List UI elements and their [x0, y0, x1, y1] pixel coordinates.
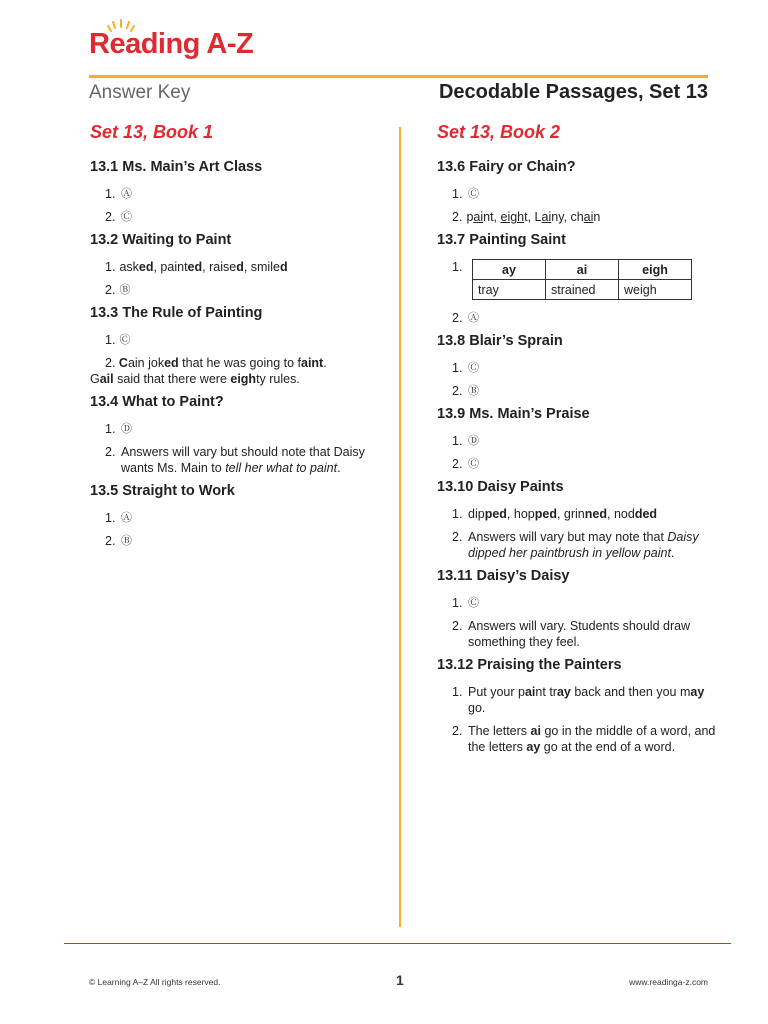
- answer-choice: Ⓐ: [121, 512, 132, 524]
- answer-number: 1.: [105, 260, 116, 274]
- book-title: Set 13, Book 2: [437, 122, 561, 142]
- answer-choice: Ⓒ: [468, 597, 479, 609]
- answer-number: 1.: [452, 434, 463, 448]
- answer-item: [452, 506, 727, 522]
- table-header-ai: ai: [546, 260, 619, 280]
- answer-number: 1.: [105, 187, 116, 201]
- section-13-8: [437, 333, 727, 399]
- answer-text: The letters ai go in the middle of a word, and the letters ay go at the end of a word.: [468, 724, 716, 754]
- section-13-11: [437, 568, 727, 650]
- answer-item: [452, 259, 727, 300]
- answer-item: [452, 433, 727, 449]
- answer-number: 2.: [452, 384, 463, 398]
- answer-choice: Ⓑ: [468, 385, 479, 397]
- section-title: 13.6 Fairy or Chain?: [437, 159, 576, 175]
- answer-item: [452, 209, 727, 225]
- answer-choice: Ⓐ: [468, 312, 479, 324]
- answer-number: 2.: [452, 724, 463, 738]
- website-url: www.readinga-z.com: [629, 977, 708, 987]
- answer-item: [452, 618, 727, 650]
- answer-item: [105, 533, 380, 549]
- answer-number: 1.: [105, 511, 116, 525]
- table-cell: strained: [546, 280, 619, 300]
- answer-number: 1.: [452, 187, 463, 201]
- section-title: 13.4 What to Paint?: [90, 394, 224, 410]
- answer-number: 1.: [452, 507, 463, 521]
- book-title: Set 13, Book 1: [90, 122, 214, 142]
- section-13-10: [437, 479, 727, 561]
- section-title: 13.7 Painting Saint: [437, 232, 566, 248]
- answer-item: [452, 186, 727, 202]
- section-13-7: [437, 232, 727, 326]
- section-13-1: [90, 159, 380, 225]
- answer-number: 2.: [452, 311, 463, 325]
- brand-logo: [89, 28, 253, 61]
- footer-rule: [64, 943, 731, 944]
- section-title: 13.3 The Rule of Painting: [90, 305, 263, 321]
- answer-number: 2.: [452, 210, 463, 224]
- answer-choice: Ⓒ: [121, 211, 132, 223]
- answer-number: 1.: [452, 361, 463, 375]
- answer-number: 2.: [105, 356, 116, 370]
- page-number: 1: [396, 972, 404, 988]
- answer-choice: Ⓑ: [119, 284, 131, 296]
- section-title: 13.5 Straight to Work: [90, 483, 235, 499]
- answer-choice: Ⓒ: [468, 362, 479, 374]
- answer-number: 1.: [452, 685, 463, 699]
- section-title: 13.11 Daisy’s Daisy: [437, 568, 570, 584]
- answer-choice: Ⓒ: [119, 334, 131, 346]
- table-cell: weigh: [619, 280, 692, 300]
- answer-number: 2.: [105, 445, 116, 459]
- document-title: Decodable Passages, Set 13: [438, 81, 708, 103]
- section-13-3: [90, 305, 380, 387]
- answer-text: paint, eight, Lainy, chain: [466, 210, 601, 224]
- answer-item: [452, 360, 727, 376]
- section-title: 13.1 Ms. Main’s Art Class: [90, 159, 263, 175]
- table-cell: tray: [473, 280, 546, 300]
- answer-number: 1.: [105, 422, 116, 436]
- answer-number: 2.: [105, 534, 116, 548]
- answer-choice: Ⓒ: [468, 458, 479, 470]
- answer-item: [105, 282, 380, 298]
- table-header-eigh: eigh: [619, 260, 692, 280]
- section-13-2: [90, 232, 380, 298]
- left-column: [90, 122, 380, 556]
- section-title: 13.10 Daisy Paints: [437, 479, 564, 495]
- answer-number: 2.: [105, 210, 116, 224]
- answer-choice: Ⓓ: [121, 423, 132, 435]
- answer-number: 2.: [452, 457, 463, 471]
- section-13-5: [90, 483, 380, 549]
- answer-choice: Ⓒ: [468, 188, 479, 200]
- answer-text: Answers will vary but should note that Daisy wants Ms. Main to tell her what to paint.: [121, 445, 365, 475]
- section-13-9: [437, 406, 727, 472]
- answer-item: [105, 186, 380, 202]
- answer-choice: Ⓓ: [468, 435, 479, 447]
- answer-number: 1.: [105, 333, 116, 347]
- answer-key-label: Answer Key: [89, 82, 191, 103]
- table-row: [473, 280, 692, 300]
- section-title: 13.12 Praising the Painters: [437, 657, 622, 673]
- right-column: [437, 122, 727, 762]
- answer-number: 1.: [452, 260, 463, 274]
- answer-choice: Ⓑ: [121, 535, 132, 547]
- logo-text: Reading A-Z: [89, 28, 254, 60]
- answer-text: Put your paint tray back and then you may go.: [468, 685, 705, 715]
- answer-number: 2.: [105, 283, 116, 297]
- answer-item: [452, 456, 727, 472]
- sound-table: [472, 259, 692, 300]
- answer-item: [105, 510, 380, 526]
- header-rule: [89, 75, 708, 78]
- column-divider: [399, 127, 401, 927]
- answer-item: [105, 444, 380, 476]
- answer-item: [452, 595, 727, 611]
- answer-item: [452, 529, 727, 561]
- answer-item: [105, 259, 380, 275]
- answer-item: [105, 209, 380, 225]
- section-13-6: [437, 159, 727, 225]
- answer-choice: Ⓐ: [121, 188, 132, 200]
- sun-rays-icon: [107, 18, 135, 32]
- answer-item: [452, 310, 727, 326]
- section-title: 13.2 Waiting to Paint: [90, 232, 232, 248]
- section-13-12: [437, 657, 727, 755]
- answer-item: [452, 383, 727, 399]
- answer-item: [105, 421, 380, 437]
- answer-number: 2.: [452, 619, 463, 633]
- answer-text: asked, painted, raised, smiled: [119, 260, 288, 274]
- answer-text: Answers will vary. Students should draw something they feel.: [468, 619, 691, 649]
- answer-text: Answers will vary but may note that Daisy dipped her paintbrush in yellow paint.: [468, 530, 699, 560]
- answer-item: [452, 723, 727, 755]
- section-title: 13.9 Ms. Main’s Praise: [437, 406, 590, 422]
- answer-item: 2. Cain joked that he was going to faint. Gail said that there were eighty rules.: [90, 356, 327, 386]
- answer-item: [452, 684, 727, 716]
- copyright-text: © Learning A–Z All rights reserved.: [89, 977, 221, 987]
- answer-text: dipped, hopped, grinned, nodded: [468, 507, 658, 521]
- table-header-ay: ay: [473, 260, 546, 280]
- answer-number: 2.: [452, 530, 463, 544]
- section-13-4: [90, 394, 380, 476]
- answer-number: 1.: [452, 596, 463, 610]
- answer-item: [105, 332, 380, 348]
- section-title: 13.8 Blair’s Sprain: [437, 333, 563, 349]
